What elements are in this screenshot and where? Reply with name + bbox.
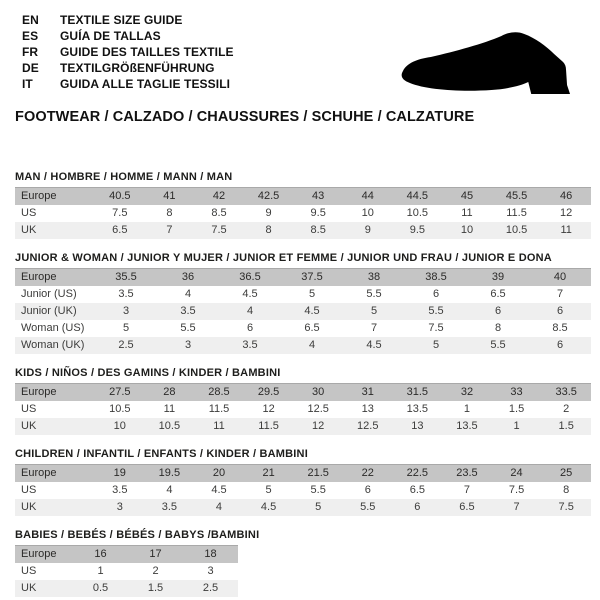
size-cell: 35.5: [95, 269, 157, 287]
size-cell: 9.5: [310, 207, 326, 219]
size-cell: 4: [219, 303, 281, 320]
row-label: Europe: [15, 546, 73, 564]
table-row: [15, 499, 591, 516]
size-cell: 10.5: [145, 418, 195, 435]
size-cell: 7.5: [194, 222, 244, 239]
size-cell: 42.5: [244, 188, 294, 206]
size-cell: 4.5: [343, 337, 405, 354]
size-cell: 13.5: [442, 418, 492, 435]
size-cell: 6.5: [95, 222, 145, 239]
size-cell: 6.5: [442, 499, 492, 516]
size-cell: 42: [194, 188, 244, 206]
table-title: BABIES / BEBÉS / BÉBÉS / BABYS /BAMBINI: [15, 529, 260, 541]
size-cell: 12: [262, 403, 275, 415]
table-row: [15, 401, 591, 418]
category-title: FOOTWEAR / CALZADO / CHAUSSURES / SCHUHE / CALZATURE: [15, 109, 475, 125]
row-label: US: [21, 484, 37, 496]
size-cell: 37.5: [281, 269, 343, 287]
size-cell: 30: [293, 384, 343, 402]
size-cell: 5.5: [366, 288, 382, 300]
language-row: [22, 28, 234, 44]
size-cell: 13: [361, 403, 374, 415]
size-cell: 27.5: [95, 384, 145, 402]
table-title: KIDS / NIÑOS / DES GAMINS / KINDER / BAMBINI: [15, 367, 281, 379]
size-cell: 8: [494, 322, 502, 334]
size-cell: 31: [343, 384, 393, 402]
table-row: [15, 580, 238, 597]
size-cell: 7: [145, 222, 195, 239]
size-cell: 7.5: [541, 499, 591, 516]
size-cell: 12: [560, 207, 573, 219]
size-cell: 5.5: [343, 499, 393, 516]
language-label: TEXTILGRÖßENFÜHRUNG: [60, 61, 215, 75]
size-cell: 9.5: [393, 222, 443, 239]
size-cell: 20: [194, 465, 244, 483]
size-cell: 39: [467, 269, 529, 287]
table-title: CHILDREN / INFANTIL / ENFANTS / KINDER / BAMBINI: [15, 448, 308, 460]
language-row: [22, 76, 234, 92]
size-cell: 8: [563, 484, 570, 496]
size-cell: 6.5: [490, 288, 506, 300]
language-label: GUIDE DES TAILLES TEXTILE: [60, 45, 234, 59]
size-cell: 10: [361, 207, 374, 219]
size-cell: 40.5: [95, 188, 145, 206]
size-cell: 6.5: [304, 322, 320, 334]
size-cell: 3.5: [145, 499, 195, 516]
row-label: US: [21, 403, 37, 415]
size-cell: 4: [281, 337, 343, 354]
size-cell: 19: [95, 465, 145, 483]
language-label: GUIDA ALLE TAGLIE TESSILI: [60, 77, 231, 91]
size-cell: 4: [184, 288, 192, 300]
size-cell: 6: [246, 322, 254, 334]
size-cell: 7.5: [112, 207, 128, 219]
size-cell: 4: [166, 484, 173, 496]
size-cell: 6: [393, 499, 443, 516]
size-cell: 38.5: [405, 269, 467, 287]
size-cell: 45: [442, 188, 492, 206]
language-label: GUÍA DE TALLAS: [60, 29, 161, 43]
row-label: Europe: [15, 384, 95, 402]
size-table-section: [15, 448, 591, 516]
size-cell: 11.5: [506, 207, 527, 219]
size-cell: 12.5: [307, 403, 329, 415]
size-cell: 43: [293, 188, 343, 206]
size-cell: 29.5: [244, 384, 294, 402]
size-cell: 44.5: [393, 188, 443, 206]
size-cell: 1.5: [508, 403, 525, 415]
size-cell: 3: [157, 337, 219, 354]
size-cell: 2.5: [95, 337, 157, 354]
size-cell: 24: [492, 465, 542, 483]
size-cell: 6: [467, 303, 529, 320]
size-cell: 16: [73, 546, 128, 564]
row-label: UK: [15, 222, 95, 239]
size-cell: 7: [556, 288, 564, 300]
size-cell: 9: [265, 207, 272, 219]
size-cell: 46: [541, 188, 591, 206]
size-cell: 2: [152, 565, 159, 577]
size-cell: 28: [145, 384, 195, 402]
size-tables: [15, 171, 591, 597]
size-cell: 6.5: [409, 484, 425, 496]
size-cell: 21.5: [293, 465, 343, 483]
size-cell: 11: [163, 403, 176, 415]
row-label: UK: [15, 418, 95, 435]
row-label: Europe: [15, 188, 95, 206]
row-label: Woman (US): [21, 322, 85, 334]
size-table: [15, 268, 591, 354]
size-cell: 1.5: [541, 418, 591, 435]
size-cell: 7.5: [508, 484, 525, 496]
table-row: [15, 337, 591, 354]
size-cell: 13: [393, 418, 443, 435]
size-table-section: [15, 252, 591, 354]
size-table-section: [15, 367, 591, 435]
size-cell: 4.5: [242, 288, 258, 300]
size-cell: 7.5: [428, 322, 444, 334]
language-code: FR: [22, 45, 39, 59]
size-cell: 1.5: [128, 580, 183, 597]
table-row: [15, 269, 591, 287]
size-cell: 11: [541, 222, 591, 239]
table-row: [15, 563, 238, 580]
size-cell: 40: [529, 269, 591, 287]
table-row: [15, 465, 591, 483]
size-cell: 28.5: [194, 384, 244, 402]
size-cell: 10.5: [492, 222, 542, 239]
dress-shoe-icon: [397, 31, 574, 95]
size-cell: 36.5: [219, 269, 281, 287]
table-row: [15, 384, 591, 402]
size-cell: 22.5: [393, 465, 443, 483]
row-label: UK: [15, 499, 95, 516]
size-cell: 8.5: [211, 207, 227, 219]
size-cell: 11.5: [208, 403, 230, 415]
size-cell: 5.5: [310, 484, 326, 496]
table-row: [15, 303, 591, 320]
language-code: ES: [22, 29, 39, 43]
size-cell: 3: [95, 499, 145, 516]
size-cell: 6: [364, 484, 371, 496]
size-cell: 3.5: [157, 303, 219, 320]
table-row: [15, 286, 591, 303]
row-label: Junior (US): [21, 288, 77, 300]
size-cell: 3: [95, 303, 157, 320]
size-cell: 5: [293, 499, 343, 516]
size-table-section: [15, 529, 591, 597]
size-cell: 33.5: [541, 384, 591, 402]
table-row: [15, 418, 591, 435]
size-table: [15, 464, 591, 516]
table-row: [15, 546, 238, 564]
size-cell: 5: [308, 288, 316, 300]
size-cell: 10: [95, 418, 145, 435]
size-cell: 8: [244, 222, 294, 239]
size-cell: 10.5: [406, 207, 429, 219]
size-table: [15, 187, 591, 239]
row-label: Woman (UK): [15, 337, 95, 354]
size-table: [15, 545, 238, 597]
language-code: DE: [22, 61, 39, 75]
size-cell: 5: [343, 303, 405, 320]
size-cell: 38: [343, 269, 405, 287]
row-label: US: [21, 207, 37, 219]
size-cell: 25: [541, 465, 591, 483]
size-cell: 5.5: [180, 322, 196, 334]
size-cell: 10: [442, 222, 492, 239]
language-code: IT: [22, 77, 33, 91]
size-cell: 45.5: [492, 188, 542, 206]
size-table-section: [15, 171, 591, 239]
size-cell: 3.5: [219, 337, 281, 354]
size-cell: 1: [97, 565, 104, 577]
size-cell: 9: [343, 222, 393, 239]
size-cell: 5.5: [467, 337, 529, 354]
size-cell: 6: [529, 303, 591, 320]
size-cell: 5: [405, 337, 467, 354]
size-cell: 1: [492, 418, 542, 435]
row-label: Europe: [15, 269, 95, 287]
size-cell: 2: [563, 403, 570, 415]
size-cell: 17: [128, 546, 183, 564]
size-cell: 12: [293, 418, 343, 435]
size-cell: 31.5: [393, 384, 443, 402]
size-cell: 4: [194, 499, 244, 516]
size-cell: 8: [166, 207, 173, 219]
size-cell: 6: [529, 337, 591, 354]
size-cell: 4.5: [244, 499, 294, 516]
size-cell: 3.5: [118, 288, 134, 300]
table-title: MAN / HOMBRE / HOMME / MANN / MAN: [15, 171, 233, 183]
size-cell: 22: [343, 465, 393, 483]
size-cell: 44: [343, 188, 393, 206]
size-cell: 11: [194, 418, 244, 435]
row-label: Europe: [15, 465, 95, 483]
row-label: US: [21, 565, 37, 577]
size-cell: 12.5: [343, 418, 393, 435]
size-cell: 3: [207, 565, 214, 577]
row-label: UK: [15, 580, 73, 597]
size-cell: 7: [370, 322, 378, 334]
table-row: [15, 188, 591, 206]
size-cell: 21: [244, 465, 294, 483]
size-cell: 32: [442, 384, 492, 402]
table-title: JUNIOR & WOMAN / JUNIOR Y MUJER / JUNIOR ET FEMME / JUNIOR UND FRAU / JUNIOR E DONA: [15, 252, 552, 264]
size-cell: 6: [432, 288, 440, 300]
size-cell: 41: [145, 188, 195, 206]
size-cell: 7: [463, 484, 471, 496]
size-cell: 5: [265, 484, 272, 496]
size-cell: 19.5: [145, 465, 195, 483]
size-cell: 0.5: [73, 580, 128, 597]
table-row: [15, 205, 591, 222]
size-cell: 10.5: [109, 403, 131, 415]
language-row: [22, 12, 234, 28]
table-row: [15, 222, 591, 239]
size-cell: 13.5: [406, 403, 429, 415]
row-label: Junior (UK): [15, 303, 95, 320]
size-cell: 5.5: [405, 303, 467, 320]
size-cell: 18: [183, 546, 238, 564]
table-row: [15, 482, 591, 499]
language-row: [22, 60, 234, 76]
size-cell: 1: [463, 403, 471, 415]
size-cell: 23.5: [442, 465, 492, 483]
size-table: [15, 383, 591, 435]
table-row: [15, 320, 591, 337]
size-cell: 11: [461, 207, 473, 219]
size-cell: 3.5: [112, 484, 128, 496]
language-list: [22, 12, 234, 92]
size-cell: 8.5: [552, 322, 568, 334]
size-cell: 36: [157, 269, 219, 287]
language-row: [22, 44, 234, 60]
language-code: EN: [22, 13, 39, 27]
size-cell: 4.5: [281, 303, 343, 320]
size-cell: 4.5: [211, 484, 227, 496]
size-cell: 11.5: [244, 418, 294, 435]
size-cell: 8.5: [293, 222, 343, 239]
size-cell: 33: [492, 384, 542, 402]
size-cell: 5: [122, 322, 130, 334]
size-cell: 2.5: [183, 580, 238, 597]
language-label: TEXTILE SIZE GUIDE: [60, 13, 183, 27]
size-cell: 7: [492, 499, 542, 516]
